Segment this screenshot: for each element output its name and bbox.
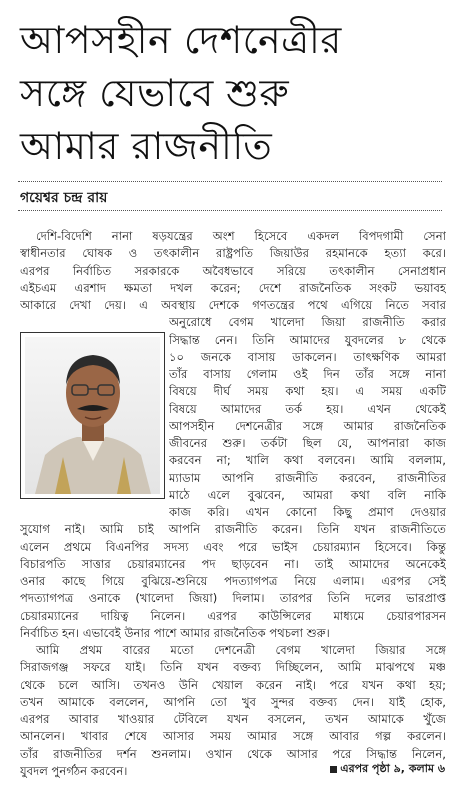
body-line: তাঁর রাজনীতির দর্শন শুনলাম। ওখান থেকে আসার পরে সিদ্ধান্ত নিলেন,: [20, 746, 446, 761]
divider-bottom: [18, 210, 442, 211]
article-body: [20, 228, 446, 780]
body-line: আনলেন। খাবার শেষে আসার সময় আমার সঙ্গে আবার গল্প করলেন।: [20, 729, 446, 744]
body-line-wrapped: ম্যাডাম আপনি রাজনীতি করবেন, রাজনীতির: [169, 470, 446, 485]
body-line: দেশি-বিদেশি নানা ষড়যন্ত্রের অংশ হিসেবে একদল বিপদগামী সেনা: [36, 229, 446, 243]
headline-line-2: সঙ্গে যেভাবে শুরু: [20, 71, 290, 115]
body-line: ওনার কাছে গিয়ে বুঝিয়ে-শুনিয়ে পদত্যাগপত্র নিয়ে এলাম। এরপর সেই: [20, 574, 446, 588]
body-line-wrapped: ১০ জনকে বাসায় ডাকলেন। তাৎক্ষণিক আমরা: [169, 349, 446, 364]
body-line: যুবদল পুনর্গঠন করবেন।: [20, 763, 128, 778]
body-line-wrapped: তাঁর বাসায় গেলাম ওই দিন তাঁর সঙ্গে নানা: [169, 367, 446, 381]
body-line: চেয়ারম্যানের দায়িত্ব নিলেন। এরপর কাউন্সিলের মাধ্যমে চেয়ারপারসন: [20, 608, 446, 623]
headline: [20, 14, 460, 173]
body-line: বিচারপতি সাত্তার চেয়ারম্যানের পদ ছাড়বেন না। তাই আমাদের অনেকেই: [20, 556, 446, 571]
body-line: পদত্যাগপত্র ওনাকে (খালেদা জিয়া) দিলাম। তারপর তিনি দলের ভারপ্রাপ্ত: [20, 591, 446, 606]
divider-top: [18, 181, 442, 182]
body-line-wrapped: অনুরোধে বেগম খালেদা জিয়া রাজনীতি করার: [169, 315, 446, 330]
square-bullet-icon: [330, 766, 337, 773]
body-line-wrapped: বিষয়ে আমাদের তর্ক হয়। এখন থেকেই: [169, 401, 446, 416]
body-line: তখন আমাকে বললেন, আপনি তো খুব সুন্দর বক্তব্য দেন। যাই হোক,: [20, 694, 446, 709]
continued-on-page: [330, 760, 445, 779]
continued-label: এরপর পৃষ্ঠা ৯, কলাম ৬: [340, 762, 445, 775]
body-line-wrapped: মাঠে এলে বুঝবেন, আমরা কথা বলি নাকি: [169, 487, 446, 502]
headline-line-3: আমার রাজনীতি: [20, 124, 273, 168]
body-line-wrapped: সিদ্ধান্ত নেন। তিনি আমাদের যুবদলের ৮ থেকে: [169, 332, 446, 347]
body-line-wrapped: করবেন না; খালি কথা বলবেন। আমি বললাম,: [169, 453, 446, 468]
body-line: নির্বাচিত হন। এভাবেই উনার পাশে আমার রাজনৈতিক পথচলা শুরু।: [20, 625, 330, 640]
body-line: স্বাধীনতার ঘোষক ও তৎকালীন রাষ্ট্রপতি জিয়াউর রহমানকে হত্যা করে।: [20, 246, 446, 261]
body-line: সিরাজগঞ্জ সফরে যাই। তিনি যখন বক্তব্য দিচ্ছিলেন, আমি মাঝপথে মঞ্চ: [20, 660, 446, 675]
body-line: এইচএম এরশাদ ক্ষমতা দখল করেন; দেশে রাজনৈতিক সংকট ভয়াবহ: [20, 280, 446, 295]
body-line: সুযোগ নাই। আমি চাই আপনি রাজনীতি করেন। তিনি যখন রাজনীতিতে: [20, 522, 446, 537]
body-line: এরপর নির্বাচিত সরকারকে অবৈধভাবে সরিয়ে তৎকালীন সেনাপ্রধান: [20, 263, 446, 278]
body-line-wrapped: জীবনের শুরু। তর্কটা ছিল যে, আপনারা কাজ: [169, 436, 446, 450]
byline: গয়েশ্বর চন্দ্র রায়: [20, 190, 108, 206]
body-line: আমি প্রথম বারের মতো দেশনেত্রী বেগম খালেদা জিয়ার সঙ্গে: [36, 643, 446, 657]
body-line-wrapped: আপসহীন দেশনেত্রীর সঙ্গে আমার রাজনৈতিক: [169, 418, 446, 433]
body-line: থেকে চলে আসি। তখনও উনি খেয়াল করেন নাই। পরে যখন কথা হয়;: [20, 677, 446, 692]
body-line: এরপর আবার খাওয়ার টেবিলে যখন বসলেন, তখন আমাকে খুঁজে: [20, 712, 446, 726]
body-line: আকারে দেখা দেয়। এ অবস্থায় দেশকে গণতন্ত্রের পথে এগিয়ে নিতে সবার: [20, 298, 446, 312]
body-line-wrapped: কাজ করি। এখন কোনো কিছু প্রমাণ দেওয়ার: [169, 505, 446, 519]
body-line-wrapped: বিষয়ে দীর্ঘ সময় কথা হয়। এ সময় একটি: [169, 384, 446, 399]
headline-line-1: আপসহীন দেশনেত্রীর: [20, 18, 342, 62]
body-line: এলেন প্রথমে বিএনপির সদস্য এবং পরে ভাইস চেয়ারম্যান হিসেবে। কিন্তু: [20, 539, 446, 554]
